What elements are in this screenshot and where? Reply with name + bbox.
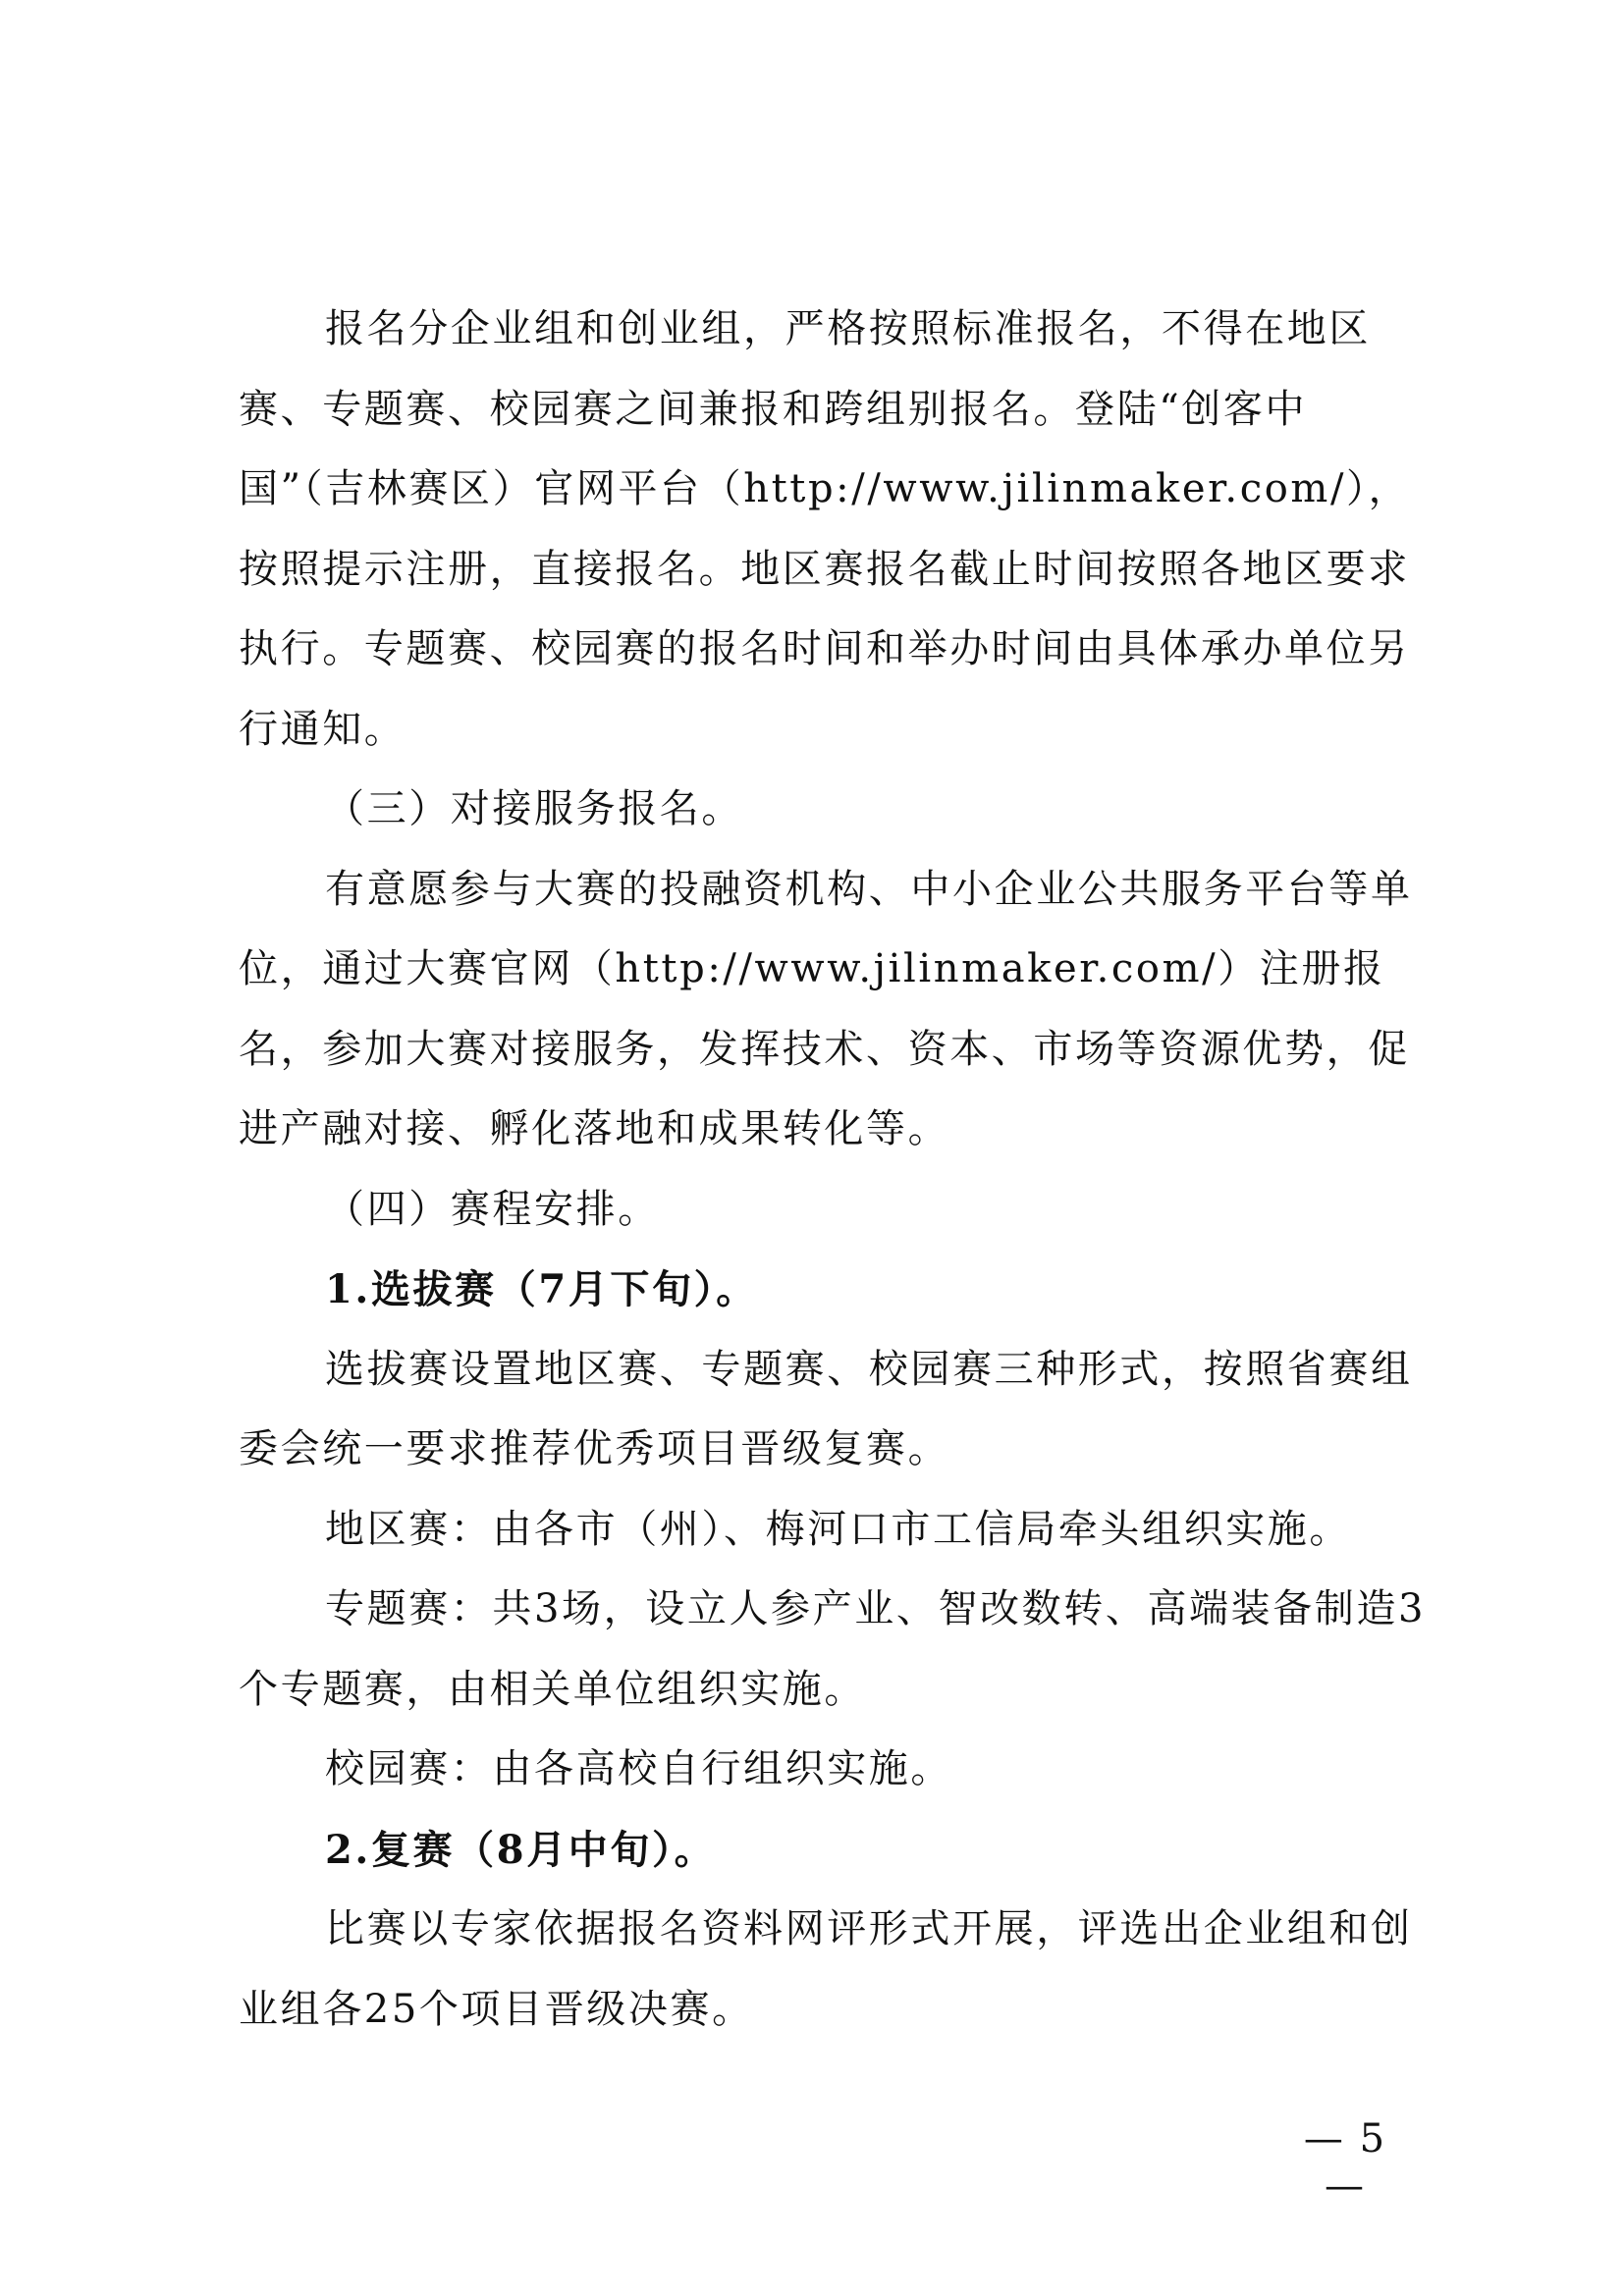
heading-matching-service-registration: （三）对接服务报名。 <box>325 786 743 831</box>
page-number: — 5 — <box>1303 2116 1387 2209</box>
paragraph-semifinal: 比赛以专家依据报名资料网评形式开展，评选出企业组和创业组各25个项目晋级决赛。 <box>239 1906 1413 2032</box>
paragraph-regional-competition: 地区赛：由各市（州）、梅河口市工信局牵头组织实施。 <box>325 1506 1351 1552</box>
heading-semifinal: 2.复赛（8月中旬）。 <box>325 1826 717 1873</box>
heading-selection-round: 1.选拔赛（7月下旬）。 <box>325 1266 758 1312</box>
paragraph-selection-round: 选拔赛设置地区赛、专题赛、校园赛三种形式，按照省赛组委会统一要求推荐优秀项目晋级复赛。 <box>239 1346 1413 1471</box>
body-text <box>239 290 1431 2050</box>
paragraph-thematic-competition: 专题赛：共3场，设立人参产业、智改数转、高端装备制造3个专题赛，由相关单位组织实施。 <box>239 1586 1427 1712</box>
paragraph-registration-rules: 报名分企业组和创业组，严格按照标准报名，不得在地区赛、专题赛、校园赛之间兼报和跨组别报名。登陆“创客中国”（吉林赛区）官网平台（http://www.jilinmaker.com/），按照提示注册，直接报名。地区赛报名截止时间按照各地区要求执行。专题赛、校园赛的报名时间和举办时间由具体承办单位另行通知。 <box>239 306 1411 752</box>
paragraph-campus-competition: 校园赛：由各高校自行组织实施。 <box>325 1746 952 1791</box>
heading-schedule: （四）赛程安排。 <box>325 1186 660 1232</box>
paragraph-matching-service: 有意愿参与大赛的投融资机构、中小企业公共服务平台等单位，通过大赛官网（http://www.jilinmaker.com/）注册报名，参加大赛对接服务，发挥技术、资本、市场等资源优势，促进产融对接、孵化落地和成果转化等。 <box>239 866 1413 1151</box>
